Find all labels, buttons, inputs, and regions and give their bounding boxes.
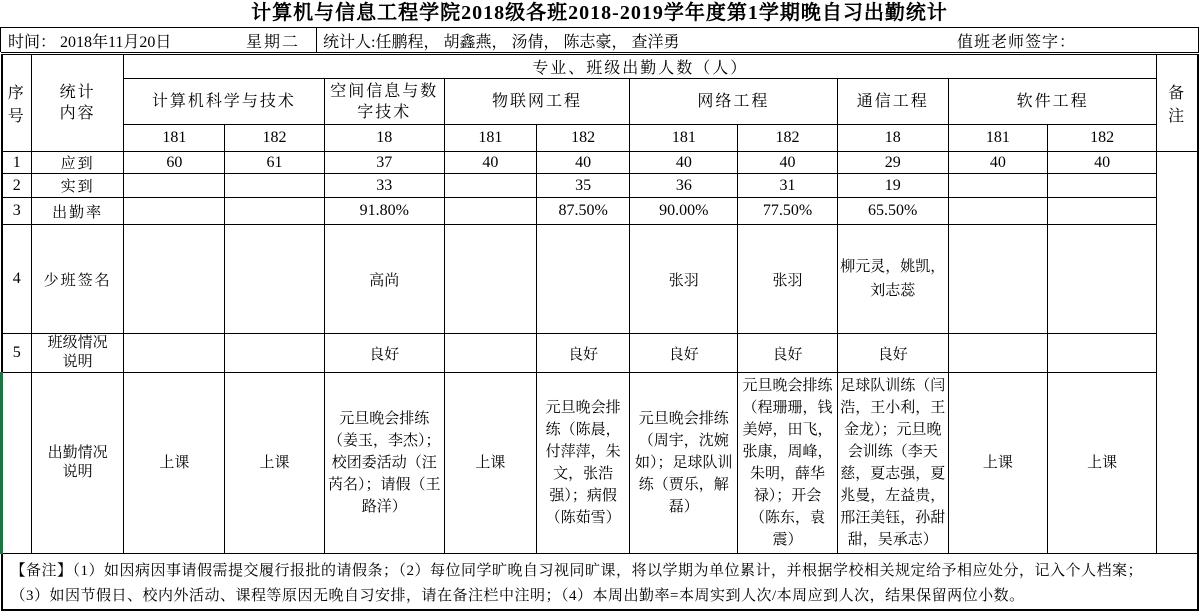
class-number-cell: 181 (630, 125, 738, 152)
data-cell: 29 (837, 152, 948, 174)
data-cell: 张羽 (738, 225, 837, 334)
class-number-cell: 18 (324, 125, 444, 152)
content-header-cell (32, 54, 124, 152)
seq-cell: 5 (2, 334, 32, 373)
data-cell: 良好 (837, 334, 948, 373)
remark-body-cell (1157, 152, 1198, 554)
data-cell: 35 (537, 174, 630, 198)
data-cell: 19 (837, 174, 948, 198)
row-attendance-rate (2, 198, 1199, 225)
data-cell (225, 198, 324, 225)
major-cell: 网络工程 (630, 79, 837, 125)
data-cell (124, 198, 225, 225)
class-number-cell: 181 (124, 125, 225, 152)
data-cell: 高尚 (324, 225, 444, 334)
header-row-majors (2, 79, 1199, 125)
data-cell (225, 334, 324, 373)
data-cell (1048, 334, 1157, 373)
footnote-line-2: （3）如因节假日、校内外活动、课程等原因无晚自习安排，请在备注栏中注明；（4）本周出勤率=本周实到人次/本周应到人次，结果保留两位小数。 (10, 588, 1025, 604)
class-number-cell: 181 (444, 125, 536, 152)
footnote-row (2, 554, 1199, 611)
row-label-text: 班级情况说明 (47, 335, 108, 370)
class-number-cell: 182 (738, 125, 837, 152)
data-cell: 上课 (124, 373, 225, 554)
class-number-cell: 182 (1048, 125, 1157, 152)
data-cell: 柳元灵，姚凯，刘志蕊 (837, 225, 948, 334)
data-cell: 60 (124, 152, 225, 174)
seq-cell: 2 (2, 174, 32, 198)
data-cell: 足球队训练（闫浩，王小利，王金龙）；元旦晚会训练（李天慈，夏志强，夏兆曼，左益贵，邢汪美钰，孙甜甜，吴承志） (837, 373, 948, 554)
data-cell (1048, 198, 1157, 225)
footnote-line-1: 【备注】（1）如因病因事请假需提交履行报批的请假条；（2）每位同学旷晚自习视同旷课，将以学期为单位累计，并根据学校相关规定给予相应处分，记入个人档案； (10, 563, 1144, 579)
data-cell (444, 334, 536, 373)
seq-cell: 3 (2, 198, 32, 225)
data-cell (124, 225, 225, 334)
data-cell: 上课 (1048, 373, 1157, 554)
data-cell: 40 (444, 152, 536, 174)
data-cell: 上课 (225, 373, 324, 554)
data-cell: 40 (537, 152, 630, 174)
data-cell: 上课 (444, 373, 536, 554)
content-header-label: 统计内容 (59, 84, 96, 122)
footnote-cell (2, 554, 1199, 611)
data-cell: 40 (738, 152, 837, 174)
remark-header-cell: 备注 (1157, 54, 1198, 152)
data-cell (444, 198, 536, 225)
row-label: 少班签名 (32, 225, 124, 334)
data-cell (444, 174, 536, 198)
row-actual (2, 174, 1199, 198)
row-label: 实到 (32, 174, 124, 198)
seq-header-cell: 序号 (2, 54, 32, 152)
data-cell (1048, 225, 1157, 334)
data-cell: 87.50% (537, 198, 630, 225)
data-cell (948, 174, 1047, 198)
data-cell: 40 (630, 152, 738, 174)
data-cell (948, 334, 1047, 373)
seq-cell: 1 (2, 152, 32, 174)
row-attendance-notes (2, 373, 1199, 554)
seq-cell (2, 373, 32, 554)
major-cell: 通信工程 (837, 79, 948, 125)
major-cell: 计算机科学与技术 (124, 79, 324, 125)
data-cell: 张羽 (630, 225, 738, 334)
class-number-cell: 181 (948, 125, 1047, 152)
data-cell: 元旦晚会排练（程珊珊，钱美婷，田飞，张康，周峰，朱明，薛华禄）；开会（陈东，袁震） (738, 373, 837, 554)
header-row-span (2, 54, 1199, 79)
data-cell (537, 225, 630, 334)
data-cell: 33 (324, 174, 444, 198)
row-label: 出勤率 (32, 198, 124, 225)
data-cell (444, 225, 536, 334)
data-cell: 良好 (324, 334, 444, 373)
data-cell: 40 (1048, 152, 1157, 174)
row-label (32, 373, 124, 554)
major-cell: 空间信息与数字技术 (324, 79, 444, 125)
data-cell (225, 174, 324, 198)
data-cell: 31 (738, 174, 837, 198)
data-cell (124, 334, 225, 373)
info-bar (0, 27, 1199, 52)
data-cell: 元旦晚会排练（周宇，沈婉如）；足球队训练（贾乐，解磊） (630, 373, 738, 554)
data-cell: 37 (324, 152, 444, 174)
row-label: 应到 (32, 152, 124, 174)
row-expected (2, 152, 1199, 174)
data-cell: 良好 (537, 334, 630, 373)
data-cell: 61 (225, 152, 324, 174)
row-label (32, 334, 124, 373)
data-cell: 元旦晚会排练（陈晨，付萍萍，朱文，张浩强）；病假（陈茹雪） (537, 373, 630, 554)
data-cell (1048, 174, 1157, 198)
teacher-signature-label: 值班老师签字： (957, 33, 1077, 51)
data-cell: 91.80% (324, 198, 444, 225)
weekday-label: 星期二 (245, 33, 300, 51)
row-label-text: 出勤情况说明 (47, 445, 108, 480)
data-cell: 上课 (948, 373, 1047, 554)
data-cell: 40 (948, 152, 1047, 174)
class-number-cell: 18 (837, 125, 948, 152)
data-cell: 36 (630, 174, 738, 198)
seq-cell: 4 (2, 225, 32, 334)
data-cell: 77.50% (738, 198, 837, 225)
data-cell (124, 174, 225, 198)
recorders-label: 统计人:任鹏程， 胡鑫燕， 汤倩， 陈志豪， 查洋勇 (316, 28, 957, 52)
data-cell (225, 225, 324, 334)
row-monitor-signature (2, 225, 1199, 334)
data-cell: 良好 (630, 334, 738, 373)
data-cell: 65.50% (837, 198, 948, 225)
data-cell: 元旦晚会排练（姜玉，李杰）；校团委活动（汪芮名）；请假（王路洋） (324, 373, 444, 554)
data-cell (948, 198, 1047, 225)
attendance-table (0, 52, 1199, 611)
header-row-classes (2, 125, 1199, 152)
major-cell: 物联网工程 (444, 79, 629, 125)
data-cell (948, 225, 1047, 334)
row-class-status (2, 334, 1199, 373)
major-cell: 软件工程 (948, 79, 1156, 125)
class-number-cell: 182 (537, 125, 630, 152)
page-title: 计算机与信息工程学院2018级各班2018-2019学年度第1学期晚自习出勤统计 (251, 2, 948, 24)
data-cell: 良好 (738, 334, 837, 373)
date-label: 时间： 2018年11月20日 (8, 33, 172, 51)
class-number-cell: 182 (225, 125, 324, 152)
span-header-cell: 专业、班级出勤人数（人） (124, 54, 1157, 79)
data-cell: 90.00% (630, 198, 738, 225)
